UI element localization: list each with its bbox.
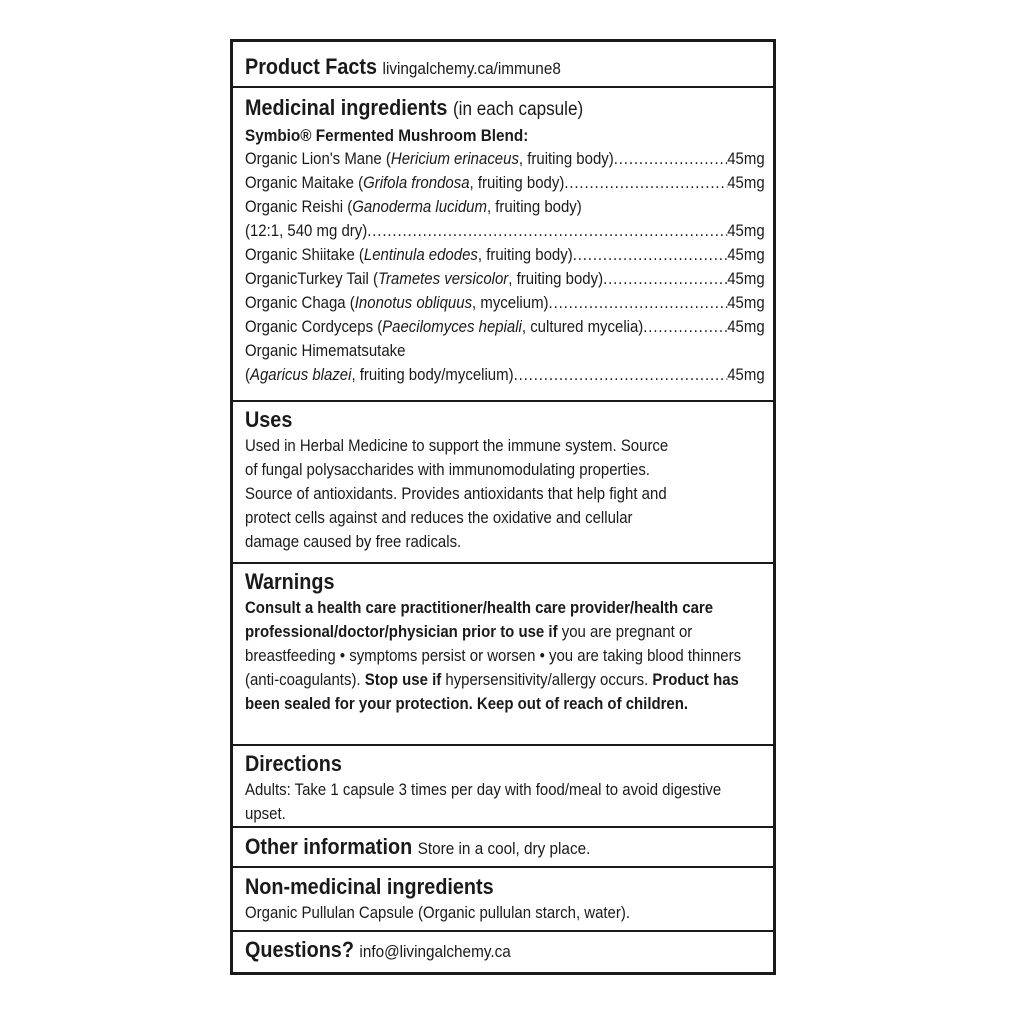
ingredient-amount: 45mg xyxy=(727,173,765,192)
ingredient-amount: 45mg xyxy=(727,269,765,288)
ingredient-amount: 45mg xyxy=(727,221,765,240)
medicinal-heading: Medicinal ingredients xyxy=(245,95,448,120)
non-medicinal-heading: Non-medicinal ingredients xyxy=(245,874,494,899)
other-information-section xyxy=(233,828,773,868)
ingredient-row-continued: (Agaricus blazei, fruiting body/mycelium) ..... 45mg xyxy=(245,363,765,387)
ingredient-row: OrganicTurkey Tail (Trametes versicolor, fruiting body) ..... 45mg xyxy=(245,267,765,291)
product-facts-panel xyxy=(230,39,776,975)
warnings-heading: Warnings xyxy=(245,569,335,594)
ingredient-amount: 45mg xyxy=(727,149,765,168)
product-url[interactable]: livingalchemy.ca/immune8 xyxy=(382,59,561,78)
uses-line: Source of antioxidants. Provides antioxidants that help fight and xyxy=(245,484,667,503)
uses-heading: Uses xyxy=(245,407,293,432)
ingredient-row: Organic Maitake (Grifola frondosa, fruiting body) ..... 45mg xyxy=(245,171,765,195)
warnings-section xyxy=(233,564,773,746)
medicinal-ingredients-section xyxy=(233,88,773,402)
directions-heading: Directions xyxy=(245,751,342,776)
medicinal-per-capsule: (in each capsule) xyxy=(452,99,584,120)
questions-heading: Questions? xyxy=(245,937,354,962)
ingredient-row: Organic Lion's Mane (Hericium erinaceus, fruiting body) ..... 45mg xyxy=(245,147,765,171)
uses-line: damage caused by free radicals. xyxy=(245,532,462,551)
uses-line: protect cells against and reduces the oxidative and cellular xyxy=(245,508,633,527)
ingredient-row-continued: (12:1, 540 mg dry) ..... 45mg xyxy=(245,219,765,243)
ingredient-row: Organic Shiitake (Lentinula edodes, fruiting body) ..... 45mg xyxy=(245,243,765,267)
product-facts-section xyxy=(233,42,773,88)
uses-section xyxy=(233,402,773,564)
ingredient-amount: 45mg xyxy=(727,293,765,312)
warnings-text: Consult a health care practitioner/health care provider/health care professional/doctor/physician prior to use if you are pregnant or breastfeeding • symptoms persist or worsen • you are taking blood thinners (anti-coagulants). Stop use if hypersensitivity/allergy occurs. Product has been sealed for your protection. Keep out of reach of children. xyxy=(245,598,742,713)
non-medicinal-text: Organic Pullulan Capsule (Organic pullulan starch, water). xyxy=(245,903,630,922)
ingredient-amount: 45mg xyxy=(727,365,765,384)
contact-email[interactable]: info@livingalchemy.ca xyxy=(359,942,511,961)
directions-text: Adults: Take 1 capsule 3 times per day with food/meal to avoid digestive upset. xyxy=(245,780,722,823)
other-information-text: Store in a cool, dry place. xyxy=(417,839,591,858)
non-medicinal-section xyxy=(233,868,773,932)
product-facts-heading: Product Facts xyxy=(245,54,378,79)
ingredient-row: Organic Reishi (Ganoderma lucidum, fruiting body) xyxy=(245,197,582,216)
directions-section xyxy=(233,746,773,828)
uses-line: of fungal polysaccharides with immunomodulating properties. xyxy=(245,460,650,479)
other-information-heading: Other information xyxy=(245,834,413,859)
ingredient-row: Organic Chaga (Inonotus obliquus, mycelium) ..... 45mg xyxy=(245,291,765,315)
ingredient-row: Organic Cordyceps (Paecilomyces hepiali, cultured mycelia) ..... 45mg xyxy=(245,315,765,339)
blend-title: Symbio® Fermented Mushroom Blend: xyxy=(245,126,529,145)
ingredient-amount: 45mg xyxy=(727,317,765,336)
ingredient-amount: 45mg xyxy=(727,245,765,264)
ingredient-row: Organic Himematsutake xyxy=(245,341,406,360)
questions-section xyxy=(233,932,773,972)
uses-line: Used in Herbal Medicine to support the immune system. Source xyxy=(245,436,669,455)
